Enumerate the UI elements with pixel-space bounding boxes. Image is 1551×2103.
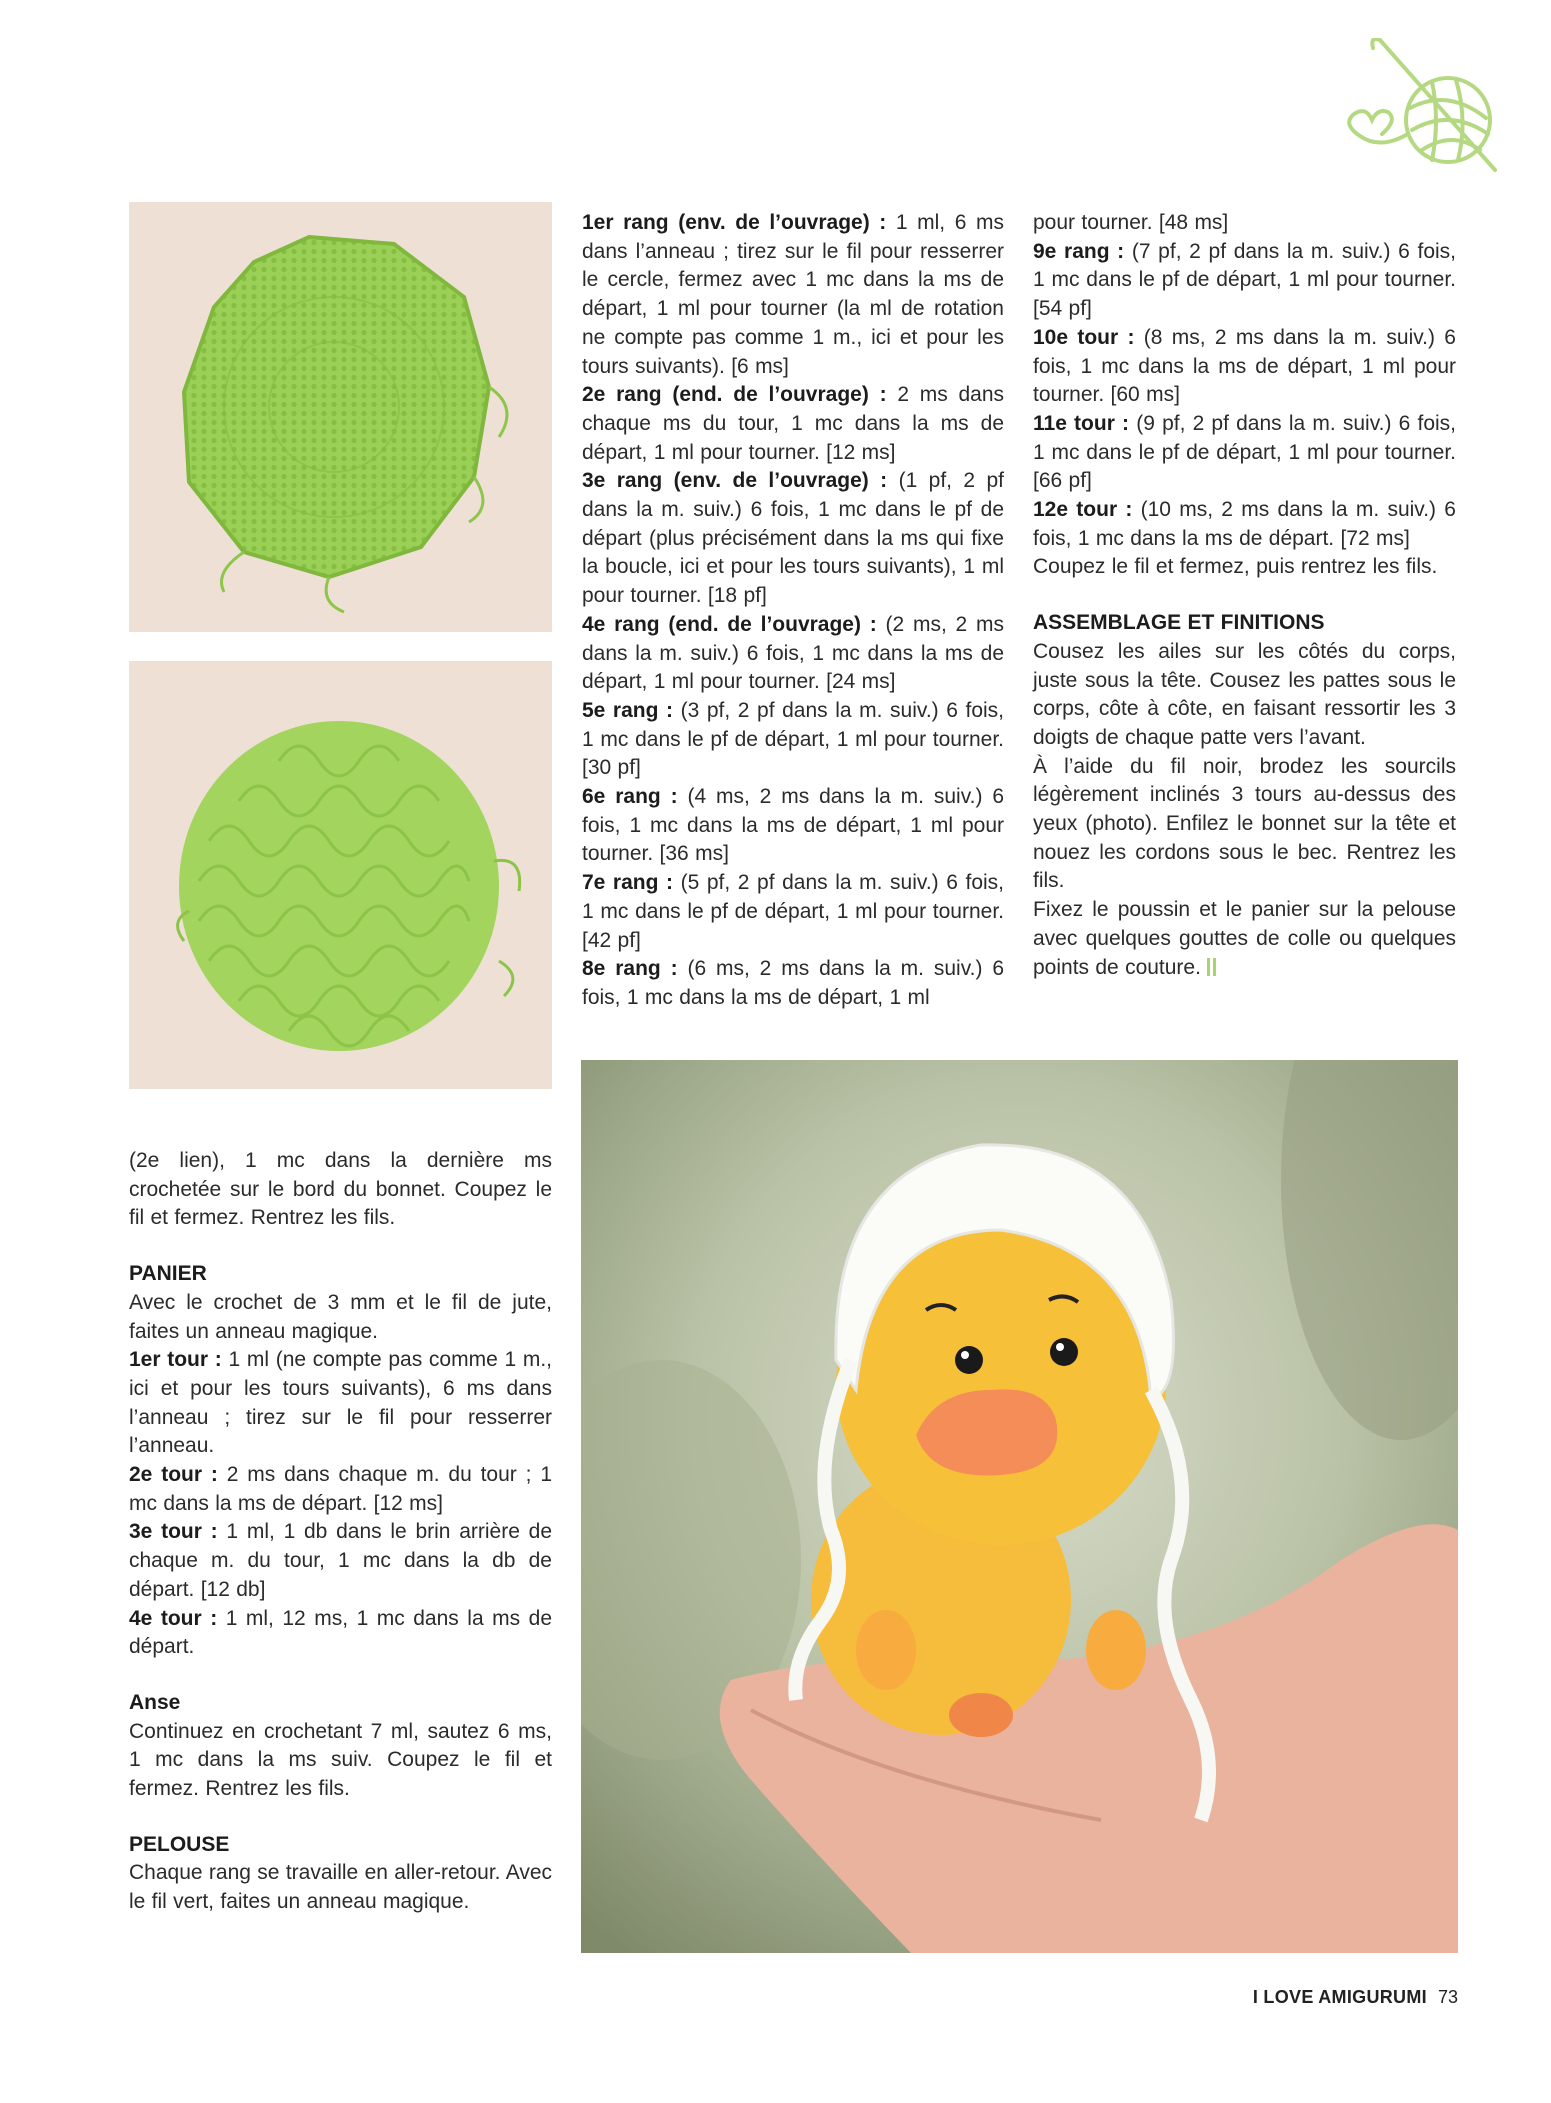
round-row-text: (3 pf, 2 pf dans la m. suiv.) 6 fois, 1 mc dans le pf de départ, 1 ml pour tourner. [30 pf] <box>582 698 1004 780</box>
round-row-text: (8 ms, 2 ms dans la m. suiv.) 6 fois, 1 mc dans la ms de départ, 1 ml pour tourner. [60 ms] <box>1033 325 1456 407</box>
round-row-label: 3e rang (env. de l’ouvrage) : <box>582 469 888 493</box>
round-row-text: (5 pf, 2 pf dans la m. suiv.) 6 fois, 1 mc dans le pf de départ, 1 ml pour tourner. [42 pf] <box>582 871 1004 952</box>
round-row-text: Coupez le fil et fermez, puis rentrez les fils. <box>1033 555 1438 579</box>
photo-looped-lawn <box>129 661 552 1089</box>
round-row <box>1033 410 1456 496</box>
panier-row-text: 1 ml (ne compte pas comme 1 m., ici et pour les tours suivants), 6 ms dans l’anneau ; tirez sur le fil pour resserrer l’anneau. <box>129 1348 553 1458</box>
panier-row-label: 3e tour : <box>129 1520 218 1544</box>
round-row-label: 5e rang : <box>582 698 674 722</box>
photo-green-circle <box>129 202 552 632</box>
round-row <box>582 783 1004 869</box>
round-row-text: 2 ms dans chaque ms du tour, 1 mc dans la ms de départ, 1 ml pour tourner. [12 ms] <box>582 383 1004 464</box>
end-mark-icon <box>1207 958 1217 976</box>
assembly-paragraph <box>1033 638 1456 753</box>
round-row-text: (2 ms, 2 ms dans la m. suiv.) 6 fois, 1 mc dans la ms de départ, 1 ml pour tourner. [24 ms] <box>582 612 1004 694</box>
round-row <box>582 381 1004 467</box>
photo-duck-amigurumi <box>581 1060 1458 1953</box>
pelouse-heading: PELOUSE <box>129 1832 230 1856</box>
panier-row-text: 1 ml, 1 db dans le brin arrière de chaque m. du tour, 1 mc dans la db de départ. [12 db] <box>129 1520 553 1601</box>
round-row-label: 1er rang (env. de l’ouvrage) : <box>582 211 887 234</box>
panier-row <box>129 1346 552 1461</box>
round-row <box>582 467 1004 611</box>
round-row-label: 2e rang (end. de l’ouvrage) : <box>582 383 887 407</box>
round-row-label: 8e rang : <box>582 957 678 981</box>
anse-heading: Anse <box>129 1690 181 1714</box>
round-row <box>582 697 1004 783</box>
round-row <box>1033 238 1456 324</box>
instructions-column-middle <box>582 209 1004 1013</box>
round-row-text: 1 ml, 6 ms dans l’anneau ; tirez sur le fil pour resserrer le cercle, fermez avec 1 mc dans la ms de départ, 1 ml pour tourner (la ml de rotation ne compte pas comme 1 m., ici et pour les tours suivants). [6 ms] <box>582 211 1004 378</box>
round-row-label: 9e rang : <box>1033 239 1125 263</box>
round-row-text: (4 ms, 2 ms dans la m. suiv.) 6 fois, 1 mc dans la ms de départ, 1 ml pour tourner. [36 ms] <box>582 785 1005 866</box>
round-row <box>1033 496 1456 553</box>
magazine-name: I LOVE AMIGURUMI <box>1252 1987 1427 2007</box>
round-row-label: 6e rang : <box>582 785 678 809</box>
panier-row-label: 4e tour : <box>129 1606 218 1630</box>
round-row <box>1033 553 1456 582</box>
instructions-column-left <box>129 1147 552 1917</box>
round-row <box>1033 324 1456 410</box>
pelouse-text: Chaque rang se travaille en aller-retour. Avec le fil vert, faites un anneau magique. <box>129 1861 552 1914</box>
assembly-paragraph-text: À l’aide du fil noir, brodez les sourcils légèrement inclinés 3 tours au-dessus des yeux (photo). Enfilez le bonnet sur la tête et nouez les cordons sous le bec. Rentrez les fils. <box>1033 754 1456 893</box>
round-row-text: (1 pf, 2 pf dans la m. suiv.) 6 fois, 1 mc dans le pf de départ (plus précisément dans la ms qui fixe la boucle, ici et pour les tours suivants), 1 ml pour tourner. [18 pf] <box>582 469 1004 608</box>
yarn-ball-icon <box>1340 38 1515 178</box>
assembly-paragraph <box>1033 896 1456 982</box>
round-row-label: 7e rang : <box>582 871 674 895</box>
page-footer <box>1253 1987 1458 2008</box>
assembly-paragraph <box>1033 753 1456 897</box>
round-row-label: 12e tour : <box>1033 498 1133 522</box>
panier-row <box>129 1605 552 1662</box>
round-row <box>1033 209 1456 238</box>
assembly-heading: ASSEMBLAGE ET FINITIONS <box>1033 611 1325 635</box>
round-row-text: pour tourner. [48 ms] <box>1033 211 1229 234</box>
panier-heading: PANIER <box>129 1262 207 1286</box>
panier-row-text: 2 ms dans chaque m. du tour ; 1 mc dans la ms de départ. [12 ms] <box>129 1463 552 1515</box>
assembly-paragraph-text: Cousez les ailes sur les côtés du corps, juste sous la tête. Cousez les pattes sous le corps, côte à côte, en faisant ressortir les 3 doigts de chaque patte vers l’avant. <box>1033 639 1456 749</box>
round-row <box>582 611 1004 697</box>
round-row-text: (9 pf, 2 pf dans la m. suiv.) 6 fois, 1 mc dans le pf de départ, 1 ml pour tourner. [66 pf] <box>1033 411 1456 493</box>
round-row <box>582 955 1004 1012</box>
instructions-column-right <box>1033 209 1456 982</box>
round-row <box>582 209 1004 381</box>
intro-text: (2e lien), 1 mc dans la dernière ms crochetée sur le bord du bonnet. Coupez le fil et fermez. Rentrez les fils. <box>129 1149 552 1230</box>
panier-row-label: 1er tour : <box>129 1348 222 1372</box>
round-row <box>582 869 1004 955</box>
panier-row <box>129 1461 552 1518</box>
assembly-paragraph-text: Fixez le poussin et le panier sur la pelouse avec quelques gouttes de colle ou quelques points de couture. <box>1033 898 1456 979</box>
round-row-label: 10e tour : <box>1033 325 1135 349</box>
round-row-text: (7 pf, 2 pf dans la m. suiv.) 6 fois, 1 mc dans le pf de départ, 1 ml pour tourner. [54 pf] <box>1033 239 1457 321</box>
round-row-label: 4e rang (end. de l’ouvrage) : <box>582 612 877 636</box>
panier-intro: Avec le crochet de 3 mm et le fil de jute, faites un anneau magique. <box>129 1290 552 1343</box>
anse-text: Continuez en crochetant 7 ml, sautez 6 ms, 1 mc dans la ms suiv. Coupez le fil et fermez. Rentrez les fils. <box>129 1719 552 1801</box>
panier-row-label: 2e tour : <box>129 1463 218 1487</box>
panier-row <box>129 1518 552 1604</box>
page-number: 73 <box>1437 1987 1458 2007</box>
round-row-text: (6 ms, 2 ms dans la m. suiv.) 6 fois, 1 mc dans la ms de départ, 1 ml <box>582 957 1005 1009</box>
panier-row-text: 1 ml, 12 ms, 1 mc dans la ms de départ. <box>129 1606 553 1659</box>
round-row-label: 11e tour : <box>1033 411 1130 435</box>
round-row-text: (10 ms, 2 ms dans la m. suiv.) 6 fois, 1 mc dans la ms de départ. [72 ms] <box>1033 498 1456 550</box>
